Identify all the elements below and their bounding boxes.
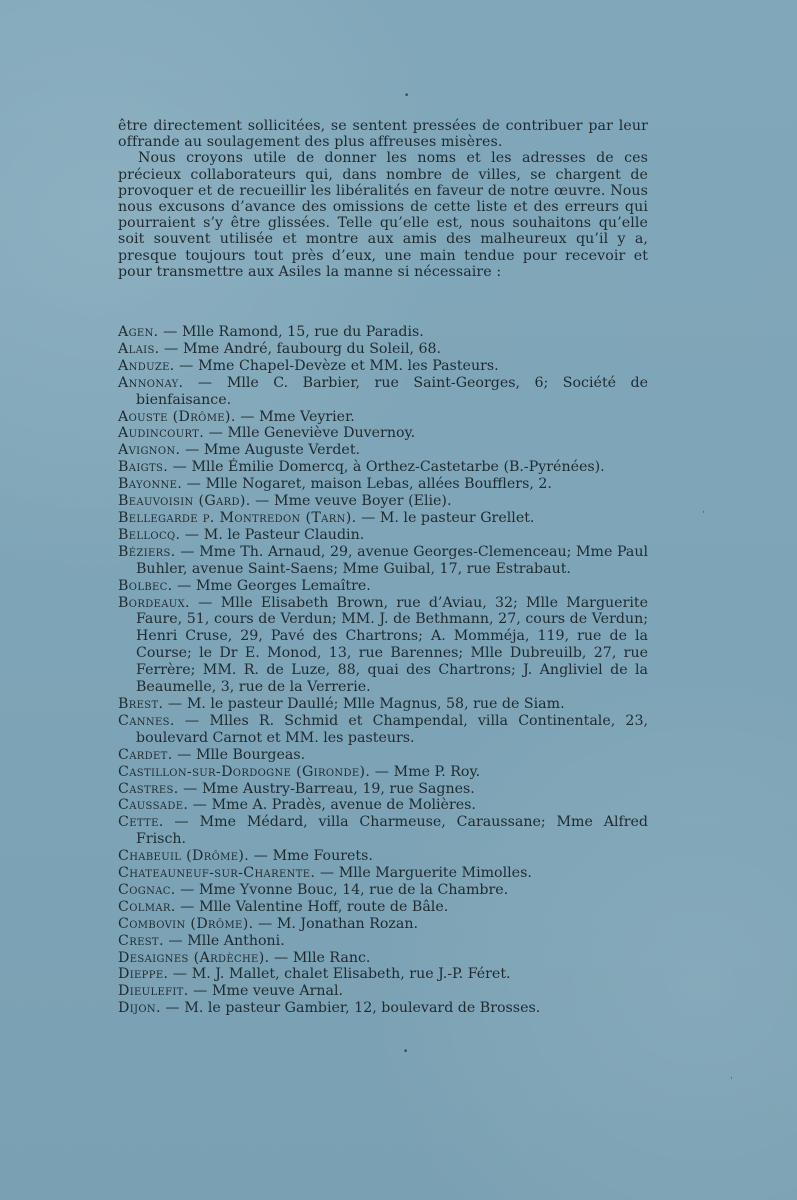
directory-entry <box>118 916 648 933</box>
place-name: Anduze. <box>118 357 175 374</box>
entry-separator: — <box>180 543 195 560</box>
entry-text: Mme Th. Arnaud, 29, avenue Georges-Clemenceau; Mme Paul Buhler, avenue Saint-Saens; Mme Guibal, 17, rue Estrabaut. <box>136 543 649 577</box>
directory-entry <box>118 899 648 916</box>
page-content <box>118 118 648 1017</box>
directory-entry <box>118 882 648 899</box>
entry-text: Mme Médard, villa Charmeuse, Caraussane; Mme Alfred Frisch. <box>136 814 648 848</box>
entry-text: Mme Chapel-Devèze et MM. les Pasteurs. <box>198 357 499 374</box>
entry-text: Mlle Ranc. <box>292 949 371 966</box>
entry-separator: — <box>186 476 202 493</box>
entry-separator: — <box>184 712 200 729</box>
entry-separator: — <box>180 881 195 898</box>
paper-speck: • <box>403 1047 409 1057</box>
entry-text: Mme P. Roy. <box>393 763 481 780</box>
place-name: Colmar. <box>118 898 176 915</box>
directory-entry <box>118 375 648 409</box>
entry-text: Mlle C. Barbier, rue Saint-Georges, 6; Société de bienfaisance. <box>136 374 649 408</box>
place-name: Aouste (Drôme). <box>118 408 236 425</box>
entry-separator: — <box>179 357 194 374</box>
entry-text: Mme Yvonne Bouc, 14, rue de la Chambre. <box>199 881 509 898</box>
entry-text: Mlle Marguerite Mimolles. <box>338 865 532 882</box>
entry-separator: — <box>177 577 192 594</box>
directory-entry <box>118 476 648 493</box>
place-name: Baigts. <box>118 459 169 476</box>
entry-text: Mme veuve Boyer (Elie). <box>274 493 452 510</box>
place-name: Dijon. <box>118 1000 161 1017</box>
directory-entry <box>118 764 648 781</box>
entry-text: Mlle Nogaret, maison Lebas, allées Boufflers, 2. <box>205 476 552 493</box>
entry-separator: — <box>183 780 198 797</box>
place-name: Chateauneuf-sur-Charente. <box>118 865 316 882</box>
entry-text: Mme Georges Lemaître. <box>195 577 371 594</box>
entry-text: Mme A. Pradès, avenue de Molières. <box>211 797 476 814</box>
entry-separator: — <box>180 898 195 915</box>
place-name: Cognac. <box>118 881 176 898</box>
directory-entry <box>118 983 648 1000</box>
intro-paragraph-2: Nous croyons utile de donner les noms et les adresses de ces précieux collaborateurs qui, dans nombre de villes, se chargent de provoquer et de recueillir les libéralités en faveur de notre œuvre. Nous nous excusons d’avance des omissions de cette liste et des erreurs qui pourraient s’y être glissées. Telle qu’elle est, nous souhaitons qu’elle soit souvent utilisée et montre aux amis des malheureux qu’il y a, presque toujours tout près d’eux, une main tendue pour recevoir et pour transmettre aux Asiles la manne si nécessaire : <box>118 150 648 280</box>
place-name: Crest. <box>118 932 164 949</box>
place-name: Desaignes (Ardèche). <box>118 949 270 966</box>
entry-text: Mme Veyrier. <box>259 408 355 425</box>
entry-text: M. le pasteur Gambier, 12, boulevard de Brosses. <box>184 1000 541 1017</box>
place-name: Castillon-sur-Dordogne (Gironde). <box>118 763 371 780</box>
entry-separator: — <box>253 848 269 865</box>
entry-separator: — <box>374 763 390 780</box>
place-name: Audincourt. <box>118 425 205 442</box>
place-name: Cannes. <box>118 712 175 729</box>
entry-separator: — <box>168 932 183 949</box>
directory-entry <box>118 814 648 848</box>
entry-text: Mme Austry-Barreau, 19, rue Sagnes. <box>202 780 475 797</box>
directory-entry <box>118 797 648 814</box>
entry-separator: — <box>184 526 200 543</box>
directory-entry <box>118 358 648 375</box>
directory-entry <box>118 933 648 950</box>
directory-entry <box>118 950 648 967</box>
entry-text: M. J. Mallet, chalet Elisabeth, rue J.-P. Féret. <box>191 966 511 983</box>
place-name: Chabeuil (Drôme). <box>118 848 250 865</box>
entry-separator: — <box>255 493 270 510</box>
entry-separator: — <box>163 324 178 341</box>
directory-entry <box>118 409 648 426</box>
entry-separator: — <box>165 1000 180 1017</box>
directory-entry <box>118 459 648 476</box>
entry-text: Mlles R. Schmid et Champendal, villa Continentale, 23, boulevard Carnot et MM. les pasteurs. <box>136 712 648 746</box>
entry-text: Mlle Bourgeas. <box>195 746 306 763</box>
entry-text: Mlle Elisabeth Brown, rue d’Aviau, 32; Mlle Marguerite Faure, 51, cours de Verdun; MM. J. de Bethmann, 27, cours de Verdun; Henri Cruse, 29, Pavé des Chartrons; A. Momméja, 119, rue de la Course; le Dr E. Monod, 13, rue Barennes; Mlle Dubreuilb, 27, rue Ferrère; MM. R. de Luze, 88, quai des Chartrons; J. Angliviel de la Beaumelle, 3, rue de la Verrerie. <box>136 594 648 696</box>
entry-text: Mlle Anthoni. <box>187 932 285 949</box>
place-name: Cardet. <box>118 746 173 763</box>
place-name: Cette. <box>118 814 164 831</box>
directory-entry <box>118 696 648 713</box>
directory-entry <box>118 544 648 578</box>
entry-separator: — <box>172 966 188 983</box>
entry-separator: — <box>197 374 213 391</box>
directory-entry <box>118 493 648 510</box>
place-name: Beauvoisin (Gard). <box>118 493 251 510</box>
entry-separator: — <box>319 865 335 882</box>
entry-separator: — <box>360 510 376 526</box>
place-name: Bayonne. <box>118 476 183 493</box>
paper-speck: · <box>702 508 705 518</box>
place-name: Bordeaux. <box>118 594 190 611</box>
entry-separator: — <box>273 949 289 966</box>
place-name: Bellegarde p. Montredon (Tarn). <box>118 510 357 526</box>
entry-separator: — <box>240 408 255 425</box>
place-name: Caussade. <box>118 797 189 814</box>
entry-text: Mlle Ramond, 15, rue du Paradis. <box>181 324 424 341</box>
directory-entry <box>118 966 648 983</box>
directory-entry <box>118 527 648 544</box>
contact-directory <box>118 324 648 1017</box>
place-name: Castres. <box>118 780 179 797</box>
place-name: Annonay. <box>118 374 184 391</box>
entry-text: M. le Pasteur Claudin. <box>203 526 365 543</box>
directory-entry <box>118 510 648 527</box>
entry-separator: — <box>257 915 273 932</box>
place-name: Alais. <box>118 340 160 357</box>
place-name: Combovin (Drôme). <box>118 915 254 932</box>
directory-entry <box>118 578 648 595</box>
place-name: Bellocq. <box>118 526 181 543</box>
entry-separator: — <box>177 746 192 763</box>
entry-separator: — <box>164 340 179 357</box>
entry-text: Mme Auguste Verdet. <box>203 442 361 459</box>
entry-text: Mlle Geneviève Duvernoy. <box>227 425 416 442</box>
entry-separator: — <box>172 459 187 476</box>
entry-separator: — <box>193 983 208 1000</box>
directory-entry <box>118 324 648 341</box>
place-name: Béziers. <box>118 543 176 560</box>
place-name: Agen. <box>118 324 159 341</box>
entry-text: Mme Fourets. <box>272 848 373 865</box>
entry-text: Mlle Valentine Hoff, route de Bâle. <box>199 898 449 915</box>
directory-entry <box>118 713 648 747</box>
directory-entry <box>118 781 648 798</box>
place-name: Brest. <box>118 695 164 712</box>
place-name: Dieppe. <box>118 966 169 983</box>
directory-entry <box>118 341 648 358</box>
directory-entry <box>118 747 648 764</box>
entry-separator: — <box>192 797 208 814</box>
entry-separator: — <box>167 695 183 712</box>
paper-speck: • <box>404 91 410 101</box>
entry-text: M. le pasteur Daullé; Mlle Magnus, 58, rue de Siam. <box>186 695 565 712</box>
entry-text: Mme veuve Arnal. <box>211 983 344 1000</box>
entry-separator: — <box>208 425 223 442</box>
directory-entry <box>118 865 648 882</box>
intro-paragraph-1: être directement sollicitées, se sentent pressées de contribuer par leur offrande au soulagement des plus affreuses misères. <box>118 118 648 151</box>
place-name: Bolbec. <box>118 577 173 594</box>
entry-text: Mme André, faubourg du Soleil, 68. <box>182 340 442 357</box>
entry-separator: — <box>198 594 213 611</box>
entry-text: M. le pasteur Grellet. <box>379 510 535 526</box>
paper-speck: · <box>730 1074 733 1084</box>
entry-separator: — <box>184 442 200 459</box>
directory-entry <box>118 595 648 696</box>
directory-entry <box>118 442 648 459</box>
directory-entry <box>118 425 648 442</box>
entry-text: Mlle Émilie Domercq, à Orthez-Castetarbe (B.-Pyrénées). <box>191 459 605 476</box>
place-name: Avignon. <box>118 442 181 459</box>
directory-entry <box>118 1000 648 1017</box>
place-name: Dieulefit. <box>118 983 189 1000</box>
entry-text: M. Jonathan Rozan. <box>276 915 418 932</box>
entry-separator: — <box>174 814 189 831</box>
directory-entry <box>118 848 648 865</box>
